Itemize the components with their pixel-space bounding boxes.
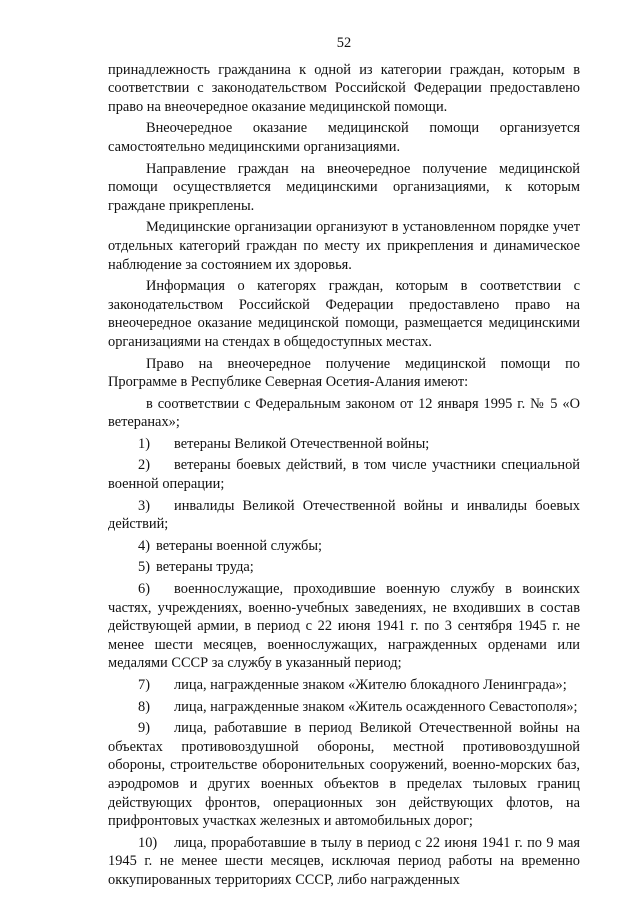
list-item	[108, 834, 580, 890]
list-item	[108, 558, 580, 577]
paragraph-organization: Внеочередное оказание медицинской помощи организуется самостоятельно медицинскими организациями.	[108, 120, 580, 155]
list-item-text: инвалиды Великой Отечественной войны и инвалиды боевых действий;	[108, 497, 580, 533]
paragraph-federal-law: в соответствии с Федеральным законом от 12 января 1995 г. № 5 «О ветеранах»;	[108, 395, 580, 431]
paragraph-information: Информация о категорях граждан, которым в соответствии с законодательством Российской Федерации предоставлено право на внеочередное оказание медицинской помощи, размещается медицинскими организациями на стендах в общедоступных местах.	[108, 278, 580, 350]
list-item-text: ветераны боевых действий, в том числе участники специальной военной операции;	[108, 457, 580, 493]
list-item-text: военнослужащие, проходившие военную службу в воинских частях, учреждениях, военно-учебных заведениях, не входивших в состав действующей армии, в период с 22 июня 1941 г. по 3 сентября 1945 г. не менее шести месяцев, военнослужащих, награжденных орденами или медалями СССР за службу в указанный период;	[108, 581, 580, 672]
list-item-text: ветераны военной службы;	[156, 537, 322, 554]
list-item-number: 1)	[138, 435, 150, 452]
paragraph-accounting: Медицинские организации организуют в установленном порядке учет отдельных категорий граждан по месту их прикрепления и динамическое наблюдение за состоянием их здоровья.	[108, 219, 580, 273]
list-item-text: лица, награжденные знаком «Житель осажденного Севастополя»;	[174, 698, 578, 715]
list-item	[108, 456, 580, 493]
list-item	[108, 435, 580, 454]
list-item-number: 10)	[138, 834, 158, 851]
list-item-number: 6)	[138, 581, 150, 598]
list-item-number: 2)	[138, 457, 150, 474]
list-item-number: 8)	[138, 698, 150, 715]
list-item	[108, 676, 580, 695]
document-page	[108, 34, 580, 893]
list-item-number: 7)	[138, 677, 150, 693]
list-item	[108, 580, 580, 673]
list-item-number: 4)	[138, 537, 150, 554]
paragraph-referral: Направление граждан на внеочередное получение медицинской помощи осуществляется медицинскими организациями, к которым граждане прикреплены.	[108, 160, 580, 214]
list-item-number: 9)	[138, 720, 150, 737]
list-item-text: лица, работавшие в период Великой Отечественной войны на объектах противовоздушной обороны, местной противовоздушной обороны, строительстве оборонительных сооружений, военно-морских баз, аэродромов и других военных объектов в пределах тыловых границ действующих фронтов, операционных зон действующих флотов, на прифронтовых участках железных и автомобильных дорог;	[108, 720, 580, 830]
paragraph-continuation: принадлежность гражданина к одной из категории граждан, которым в соответствии с законодательством Российской Федерации предоставлено право на внеочередное оказание медицинской помощи.	[108, 61, 580, 115]
list-item	[108, 719, 580, 831]
list-item	[108, 537, 580, 556]
list-item-number: 5)	[138, 559, 150, 576]
list-item-text: ветераны труда;	[156, 559, 254, 576]
list-item-text: лица, награжденные знаком «Жителю блокадного Ленинграда»;	[174, 677, 567, 693]
list-item	[108, 698, 580, 717]
list-item-text: лица, проработавшие в тылу в период с 22 июня 1941 г. по 9 мая 1945 г. не менее шести месяцев, исключая период работы на временно оккупированных территориях СССР, либо награжденных	[108, 834, 580, 888]
page-number: 52	[336, 35, 352, 51]
list-item-number: 3)	[138, 497, 150, 514]
list-item	[108, 497, 580, 534]
list-item-text: ветераны Великой Отечественной войны;	[174, 435, 430, 452]
paragraph-eligibility-intro: Право на внеочередное получение медицинской помощи по Программе в Республике Северная Осетия-Алания имеют:	[108, 355, 580, 391]
